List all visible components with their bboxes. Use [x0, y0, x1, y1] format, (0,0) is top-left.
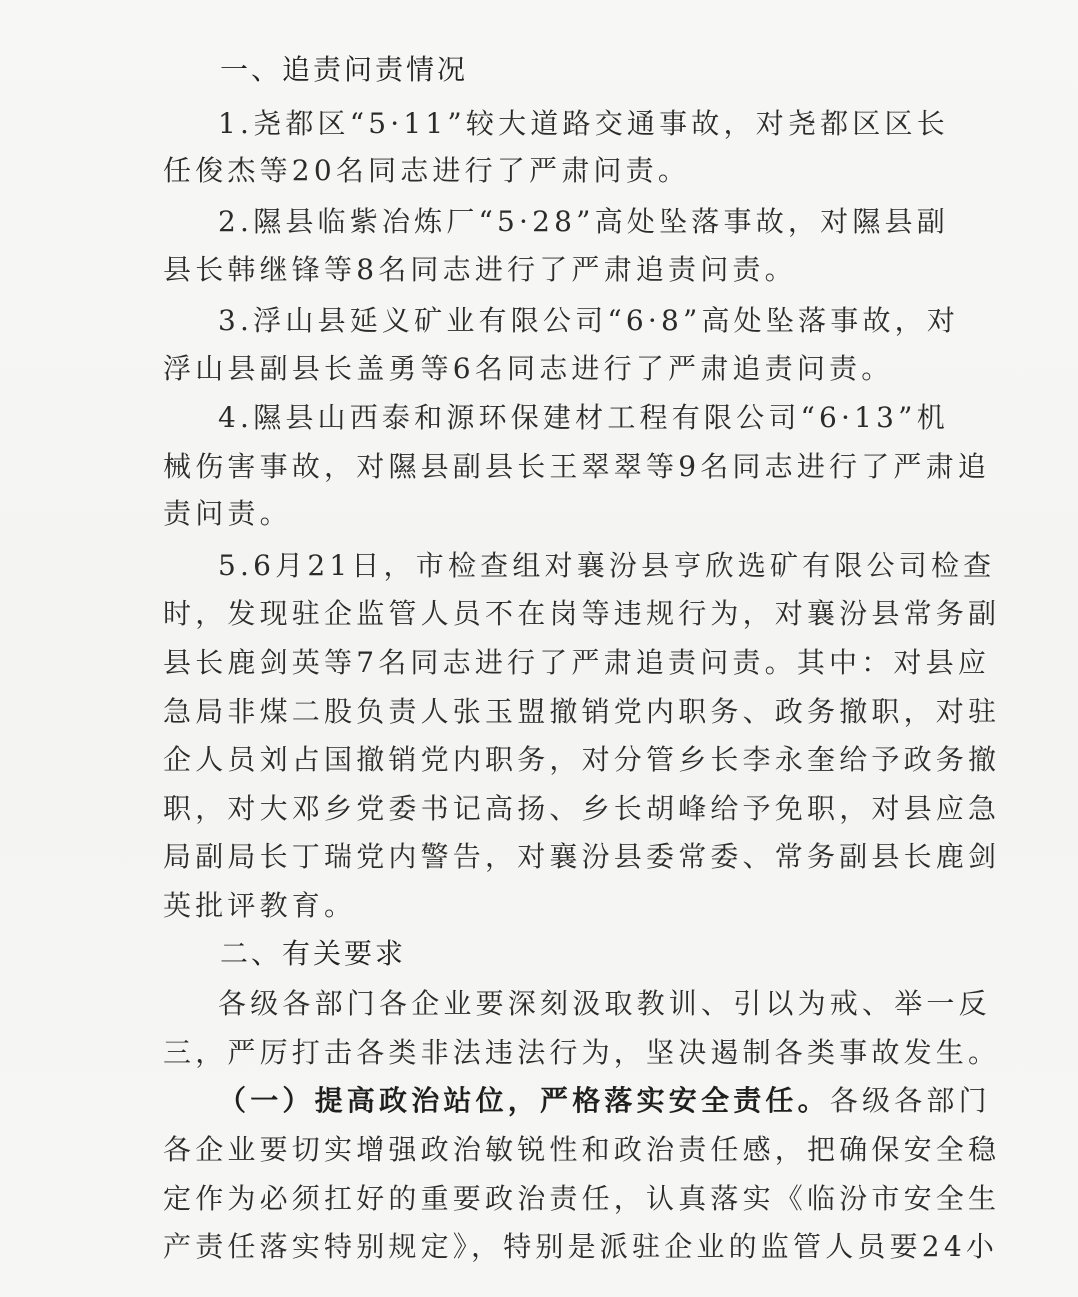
item-5-line-5: 企人员刘占国撤销党内职务，对分管乡长李永奎给予政务撤	[163, 743, 1001, 776]
item-2-line-1: 2.隰县临紫冶炼厂“5·28”高处坠落事故，对隰县副	[218, 205, 949, 238]
item-1-line-2: 任俊杰等20名同志进行了严肃问责。	[163, 154, 691, 187]
item-5-line-4: 急局非煤二股负责人张玉盟撤销党内职务、政务撤职，对驻	[163, 695, 1001, 728]
item-5-line-7: 局副局长丁瑞党内警告，对襄汾县委常委、常务副县长鹿剑	[163, 840, 1001, 873]
item-2-line-2: 县长韩继锋等8名同志进行了严肃追责问责。	[163, 253, 797, 286]
section-2-heading: 二、有关要求	[220, 937, 407, 970]
subsection-1-first-line-rest: 各级各部门	[829, 1084, 991, 1117]
item-3-line-2: 浮山县副县长盖勇等6名同志进行了严肃追责问责。	[163, 352, 894, 385]
subsection-1-line-2: 各企业要切实增强政治敏锐性和政治责任感，把确保安全稳	[163, 1133, 1001, 1166]
item-4-line-1: 4.隰县山西泰和源环保建材工程有限公司“6·13”机	[218, 401, 949, 434]
item-5-line-1: 5.6月21日，市检查组对襄汾县亨欣选矿有限公司检查	[218, 549, 996, 582]
item-5-line-6: 职，对大邓乡党委书记高扬、乡长胡峰给予免职，对县应急	[163, 792, 1001, 825]
subsection-1-first-line	[218, 1084, 991, 1117]
subsection-1-line-4: 产责任落实特别规定》，特别是派驻企业的监管人员要24小	[163, 1230, 999, 1263]
subsection-1-line-3: 定作为必须扛好的重要政治责任，认真落实《临汾市安全生	[163, 1182, 1001, 1215]
section-1-heading: 一、追责问责情况	[220, 53, 469, 86]
intro-line-1: 各级各部门各企业要深刻汲取教训、引以为戒、举一反	[218, 987, 991, 1020]
item-1-line-1: 1.尧都区“5·11”较大道路交通事故，对尧都区区长	[218, 107, 949, 140]
item-5-line-2: 时，发现驻企监管人员不在岗等违规行为，对襄汾县常务副	[163, 597, 1001, 630]
item-5-line-3: 县长鹿剑英等7名同志进行了严肃追责问责。其中：对县应	[163, 646, 991, 679]
item-4-line-3: 责问责。	[163, 497, 292, 530]
item-3-line-1: 3.浮山县延义矿业有限公司“6·8”高处坠落事故，对	[218, 304, 960, 337]
intro-line-2: 三，严厉打击各类非法违法行为，坚决遏制各类事故发生。	[163, 1036, 1001, 1069]
item-5-line-8: 英批评教育。	[163, 889, 357, 922]
item-4-line-2: 械伤害事故，对隰县副县长王翠翠等9名同志进行了严肃追	[163, 450, 991, 483]
subsection-1-heading: （一）提高政治站位，严格落实安全责任。	[218, 1084, 830, 1117]
